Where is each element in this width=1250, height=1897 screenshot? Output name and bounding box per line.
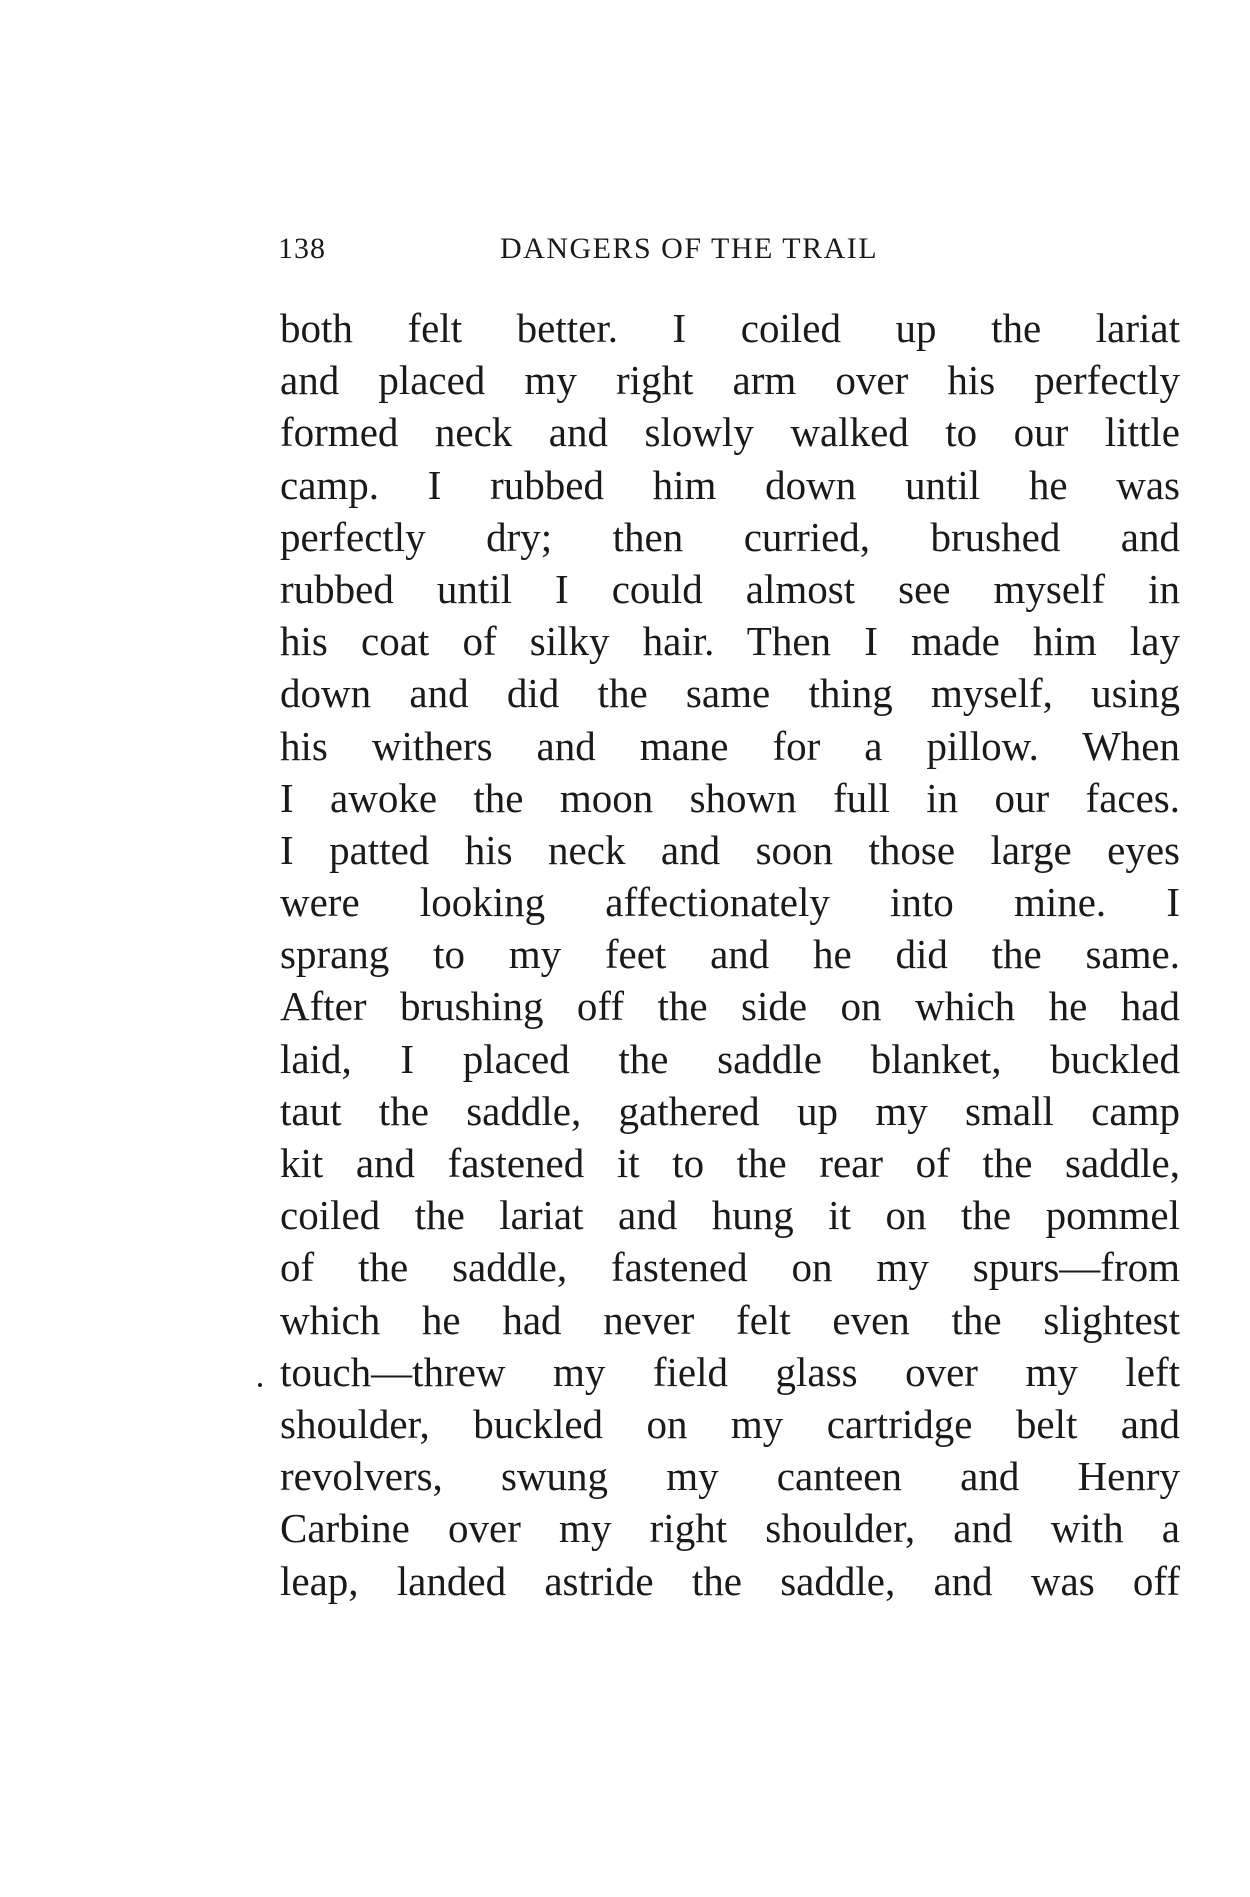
text-line: shoulder, buckled on my cartridge belt and xyxy=(280,1400,1180,1447)
text-line: revolvers, swung my canteen and Henry xyxy=(280,1453,1180,1500)
text-line: camp. I rubbed him down until he was xyxy=(280,461,1180,508)
text-line: both felt better. I coiled up the lariat xyxy=(280,305,1180,351)
text-line: After brushing off the side on which he had xyxy=(280,983,1180,1030)
text-line: coiled the lariat and hung it on the pommel xyxy=(280,1192,1180,1239)
text-line: touch—threw my field glass over my left xyxy=(280,1348,1180,1395)
page-number: 138 xyxy=(278,232,326,265)
text-line: sprang to my feet and he did the same. xyxy=(280,931,1180,978)
text-line: Carbine over my right shoulder, and with a xyxy=(280,1505,1180,1552)
text-line: and placed my right arm over his perfectly xyxy=(280,357,1180,404)
text-line: rubbed until I could almost see myself in xyxy=(280,565,1180,612)
text-line: leap, landed astride the saddle, and was off xyxy=(280,1557,1180,1604)
text-line: of the saddle, fastened on my spurs—from xyxy=(280,1244,1180,1291)
text-line: which he had never felt even the slightest xyxy=(280,1296,1180,1343)
text-line: formed neck and slowly walked to our little xyxy=(280,409,1180,456)
text-line: taut the saddle, gathered up my small camp xyxy=(280,1087,1180,1134)
body-text xyxy=(280,302,1180,1607)
text-line: perfectly dry; then curried, brushed and xyxy=(280,513,1180,560)
text-line: were looking affectionately into mine. I xyxy=(280,879,1180,926)
running-title: DANGERS OF THE TRAIL xyxy=(500,232,879,265)
running-head xyxy=(278,232,1178,272)
text-line: his coat of silky hair. Then I made him lay xyxy=(280,618,1180,665)
text-line: kit and fastened it to the rear of the saddle, xyxy=(280,1140,1180,1186)
text-line: I awoke the moon shown full in our faces. xyxy=(280,774,1180,821)
print-speck xyxy=(258,1383,262,1387)
text-line: down and did the same thing myself, using xyxy=(280,670,1180,717)
text-line: his withers and mane for a pillow. When xyxy=(280,722,1180,769)
text-line: laid, I placed the saddle blanket, buckled xyxy=(280,1035,1180,1082)
text-line: I patted his neck and soon those large eyes xyxy=(280,826,1180,873)
